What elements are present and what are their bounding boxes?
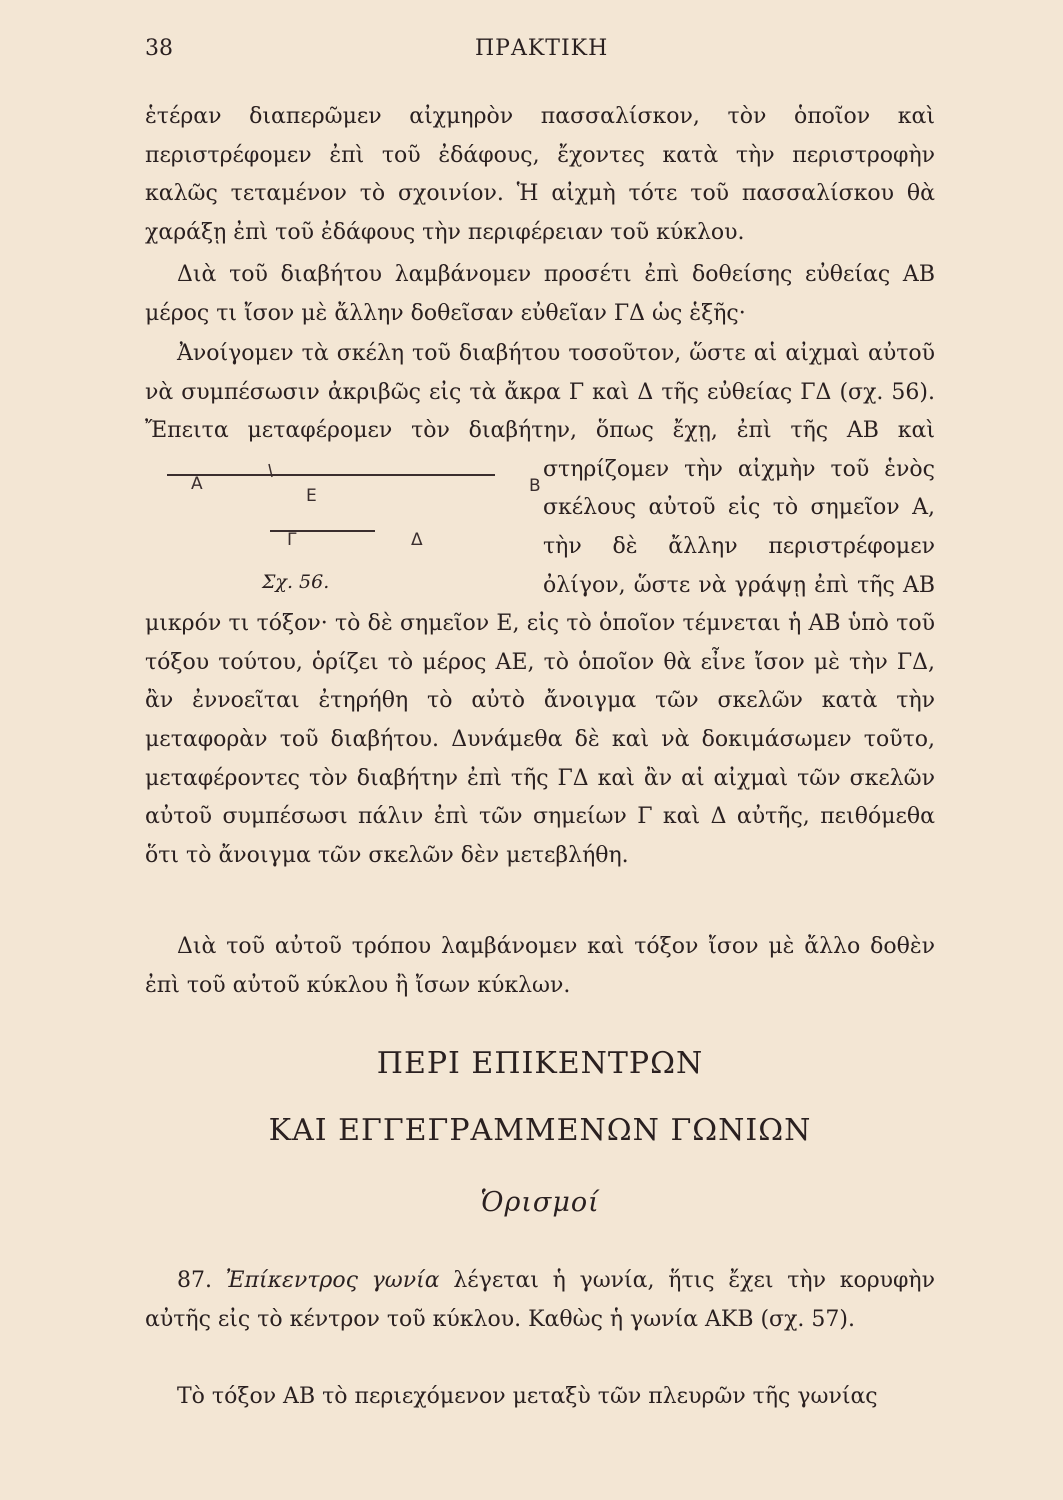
section-heading-line-2: ΚΑΙ ΕΓΓΕΓΡΑΜΜΕΝΩΝ ΓΩΝΙΩΝ	[268, 1113, 812, 1148]
paragraph-6: Τὸ τόξον ΑΒ τὸ περιεχόμενον μεταξὺ τῶν πλευρῶν τῆς γωνίας	[177, 1384, 878, 1409]
page-number: 38	[145, 36, 173, 61]
paragraph-3-rest: τῆς ΑΒ καὶ στηρίζομεν τὴν αἰχμὴν τοῦ ἑνὸς σκέλους αὐτοῦ εἰς τὸ σημεῖον Α, τὴν δὲ ἄλλην περιστρέφομεν ὀλίγον, ὥστε νὰ γράψῃ ἐπὶ τῆς ΑΒ μικρόν τι τόξον· τὸ δὲ σημεῖον Ε, εἰς τὸ ὁποῖον τέμνεται ἡ ΑΒ ὑπὸ τοῦ τόξου τούτου, ὁρίζει τὸ μέρος ΑΕ, τὸ ὁποῖον θὰ εἶνε ἴσον μὲ τὴν ΓΔ, ἂν ἐννοεῖται ἐτηρήθη τὸ αὐτὸ ἄνοιγμα τῶν σκελῶν κατὰ τὴν μεταφορὰν τοῦ διαβήτου. Δυνάμεθα δὲ καὶ νὰ δοκιμάσωμεν τοῦτο, μεταφέροντες τὸν διαβήτην ἐπὶ τῆς ΓΔ καὶ ἂν αἱ αἰχμαὶ τῶν σκελῶν αὐτοῦ συμπέσωσι πάλιν ἐπὶ τῶν σημείων Γ καὶ Δ αὐτῆς, πειθόμεθα ὅτι τὸ ἄνοιγμα τῶν σκελῶν δὲν μετεβλήθη.	[145, 418, 935, 868]
paragraph-3	[145, 335, 935, 875]
paragraph-3-start: Ἀνοίγομεν τὰ σκέλη τοῦ διαβήτου τοσοῦτον, ὥστε αἱ αἰχμαὶ αὐτοῦ νὰ συμπέσωσιν ἀκριβῶς εἰς τὰ ἄκρα Γ καὶ Δ τῆς εὐθείας ΓΔ (σχ. 56). Ἔπειτα μεταφέρομεν τὸν διαβήτην, ὅπως ἔχῃ, ἐπὶ	[145, 341, 935, 444]
section-heading-line-1: ΠΕΡΙ ΕΠΙΚΕΝΤΡΩΝ	[376, 1046, 704, 1081]
page-header	[145, 36, 945, 66]
label-b: B	[529, 475, 541, 496]
figure-56	[145, 451, 541, 605]
paragraph-4: Διὰ τοῦ αὐτοῦ τρόπου λαμβάνομεν καὶ τόξον ἴσον μὲ ἄλλο δοθὲν ἐπὶ τοῦ αὐτοῦ κύκλου ἢ ἴσων κύκλων.	[145, 934, 935, 998]
subheading-definitions: Ὁρισμοί	[480, 1187, 600, 1218]
paragraph-2: Διὰ τοῦ διαβήτου λαμβάνομεν προσέτι ἐπὶ δοθείσης εὐθείας ΑΒ μέρος τι ἴσον μὲ ἄλλην δοθεῖσαν εὐθεῖαν ΓΔ ὡς ἑξῆς·	[145, 262, 935, 326]
label-d: Δ	[411, 529, 423, 550]
figure-56-drawing	[145, 451, 535, 605]
running-title: ΠΡΑΚΤΙΚΗ	[475, 36, 609, 61]
label-g: Γ	[287, 529, 297, 550]
term-epikentros-gonia: Ἐπίκεντρος γωνία	[225, 1268, 440, 1293]
label-e: E	[306, 485, 317, 506]
label-a: A	[191, 473, 203, 494]
figure-caption: Σχ. 56.	[262, 570, 330, 593]
paragraph-1: ἑτέραν διαπερῶμεν αἰχμηρὸν πασσαλίσκον, τὸν ὁποῖον καὶ περιστρέφομεν ἐπὶ τοῦ ἐδάφους, ἔχοντες κατὰ τὴν περιστροφὴν καλῶς τεταμένον τὸ σχοινίον. Ἡ αἰχμὴ τότε τοῦ πασσαλίσκου θὰ χαράξῃ ἐπὶ τοῦ ἐδάφους τὴν περιφέρειαν τοῦ κύκλου.	[145, 104, 935, 245]
paragraph-87-text: λέγεται ἡ γωνία, ἥτις ἔχει τὴν κορυφὴν αὐτῆς εἰς τὸ κέντρον τοῦ κύκλου. Καθὼς ἡ γωνία ΑΚΒ (σχ. 57).	[145, 1268, 935, 1332]
paragraph-87-number: 87.	[177, 1268, 212, 1293]
paragraph-87	[145, 1262, 935, 1339]
